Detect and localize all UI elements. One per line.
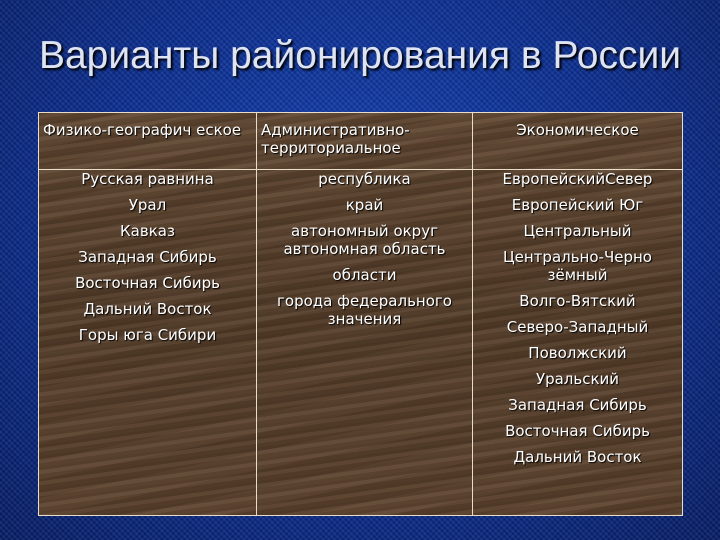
header-label: Физико-географич еское <box>43 121 242 139</box>
list-item: Горы юга Сибири <box>78 326 217 344</box>
header-label: Экономическое <box>516 121 639 139</box>
slide-title: Варианты районирования в России <box>38 34 682 77</box>
list-item: ЕвропейскийСевер <box>502 170 653 188</box>
column-economic <box>473 170 683 516</box>
list-item: Восточная Сибирь <box>505 422 650 440</box>
list-item: Северо-Западный <box>506 318 649 336</box>
column-administrative <box>257 170 473 516</box>
list-item: Русская равнина <box>81 170 214 188</box>
list-item: Кавказ <box>120 222 175 240</box>
column-physical-geographic <box>39 170 257 516</box>
list-item: Западная Сибирь <box>78 248 217 266</box>
list-item: Центрально-Черно зёмный <box>503 248 652 284</box>
table-header-row <box>39 113 683 170</box>
header-cell-economic <box>473 113 683 170</box>
list-item: республика <box>318 170 411 188</box>
list-item: Центральный <box>523 222 632 240</box>
regions-table <box>38 112 683 516</box>
table-body-row <box>39 170 683 516</box>
list-item: Европейский Юг <box>511 196 644 214</box>
list-item: край <box>345 196 384 214</box>
list-item: города федерального значения <box>277 292 452 328</box>
list-item: автономный округ автономная область <box>283 222 446 258</box>
list-item: Волго-Вятский <box>519 292 636 310</box>
header-label: Административно-территориальное <box>261 121 410 157</box>
list-item: Восточная Сибирь <box>75 274 220 292</box>
list-item: области <box>332 266 397 284</box>
header-cell-physical-geographic <box>39 113 257 170</box>
list-item: Дальний Восток <box>83 300 212 318</box>
header-cell-administrative <box>257 113 473 170</box>
list-item: Дальний Восток <box>513 448 642 466</box>
list-item: Уральский <box>535 370 620 388</box>
list-item: Урал <box>128 196 167 214</box>
list-item: Поволжский <box>528 344 627 362</box>
list-item: Западная Сибирь <box>508 396 647 414</box>
